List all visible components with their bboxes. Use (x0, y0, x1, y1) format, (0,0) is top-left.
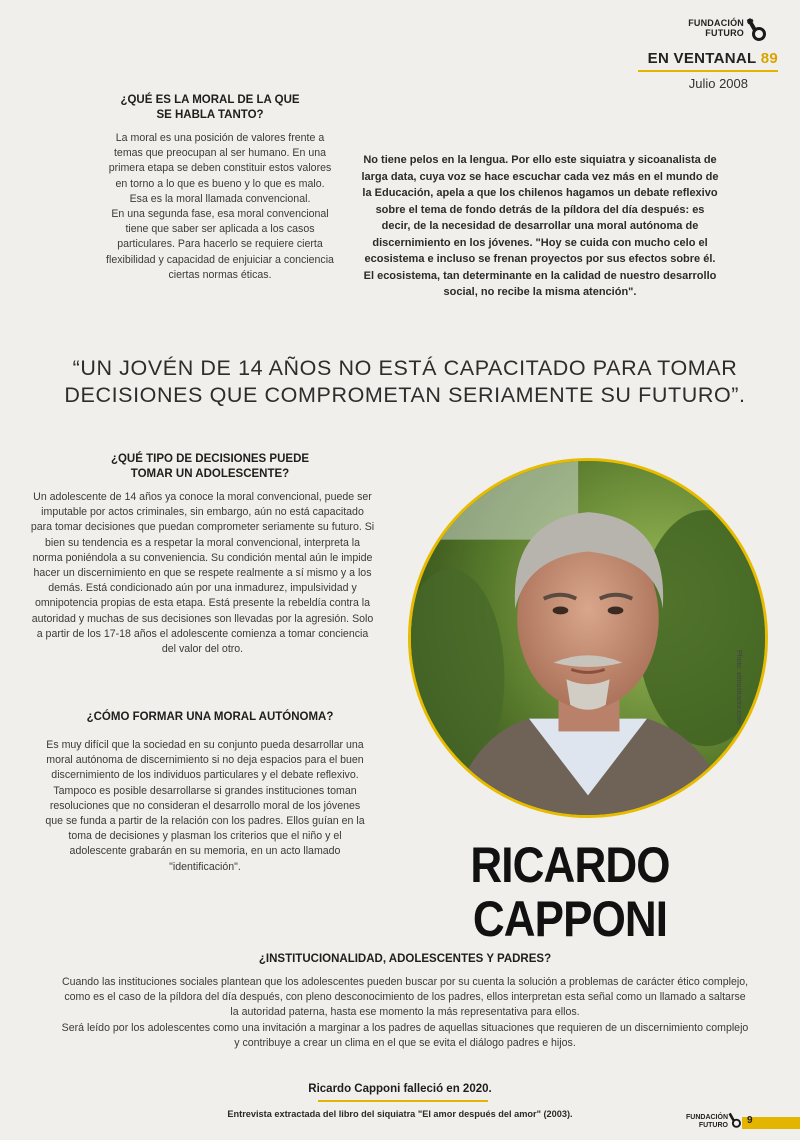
section1-paragraph-2: En una segunda fase, esa moral convencional tiene que saber ser aplicada a los casos particulares. Para hacerlo se requiere cierta flexibilidad y capacidad de enjuiciar a conciencia ciertas normas éticas. (106, 208, 334, 281)
footer-key-logo-icon (728, 1110, 741, 1130)
series-title (648, 50, 778, 67)
section4-paragraph-2: Será leído por los adolescentes como una invitación a marginar a los padres de aquellas situaciones que requieren de un discernimiento complejo y contribuye a crear un clima en el que se evita el diálogo padres e hijos. (61, 1021, 749, 1049)
issue-date: Julio 2008 (688, 76, 748, 91)
obituary-underline (318, 1100, 488, 1102)
person-name: RICARDO CAPPONI (470, 837, 670, 947)
brand-line-1: FUNDACIÓN (688, 18, 744, 28)
section3-body: Es muy difícil que la sociedad en su conjunto pueda desarrollar una moral autónoma de discernimiento si no deja espacios para el buen discernimiento de los individuos particulares y el debate reflexivo. Tampoco es posible desarrollarse si grandes instituciones toman resoluciones que no consideran el desarrollo moral de los jóvenes que se funda a partir de la relación con los padres. Ellos guían en la toma de decisiones y plasman los criterios que el niño y el adolescente grabarán en su memoria, en un acto llamado "identificación". (45, 739, 365, 873)
footer-brand-line-2: FUTURO (698, 1122, 728, 1129)
section1-paragraph-1: La moral es una posición de valores frente a temas que preocupan al ser humano. En una primera etapa se deben constituir estos valores en torno a lo que es bueno y lo que es malo. Esa es la moral llamada convencional. (108, 132, 332, 205)
section3-heading: ¿CÓMO FORMAR UNA MORAL AUTÓNOMA? (86, 711, 334, 723)
section4-body (60, 975, 750, 1051)
series-number: 89 (760, 50, 778, 67)
header-divider (638, 70, 778, 72)
brand-line-2: FUTURO (705, 28, 744, 38)
section1-body (105, 131, 335, 283)
photo-credit: Photo: elmostrador.com (735, 650, 742, 724)
key-logo-icon (746, 16, 766, 42)
pull-quote: “UN JOVÉN DE 14 AÑOS NO ESTÁ CAPACITADO PARA TOMAR DECISIONES QUE COMPROMETAN SERIAMENTE SU FUTURO”. (64, 356, 746, 407)
series-label: EN VENTANAL (647, 50, 757, 67)
footer-brand-line-1: FUNDACIÓN (686, 1114, 728, 1121)
section4-heading: ¿INSTITUCIONALIDAD, ADOLESCENTES Y PADRES? (258, 953, 552, 965)
section2-body: Un adolescente de 14 años ya conoce la moral convencional, puede ser imputable por actos criminales, sin embargo, aún no está capacitado para tomar decisiones que puedan comprometer seriamente su futuro. Si bien su tendencia es a respetar la moral convencional, interpreta la norma poniéndola a su conveniencia. Su condición mental aún le impide hacer un discernimiento en que se respete realmente a sí mismo y a los demás. Está condicionado aún por una inmadurez, impulsividad y omnipotencia propias de esta etapa. Está presente la rebeldía contra la autoridad y muchas de sus decisiones son llevadas por la agresión. Solo a partir de los 17-18 años el adolescente comienza a tomar conciencia del valor del otro. (30, 491, 375, 656)
portrait-photo (408, 458, 768, 818)
footer-brand (680, 1114, 728, 1130)
section2-heading-line1: ¿QUÉ TIPO DE DECISIONES PUEDE (110, 453, 310, 465)
section1-heading-line2: SE HABLA TANTO? (156, 109, 264, 121)
intro-paragraph: No tiene pelos en la lengua. Por ello este siquiatra y sicoanalista de larga data, cuya voz se hace escuchar cada vez más en el mundo de la Educación, apela a que los chilenos hagamos un debate reflexivo sobre el tema de fondo detrás de la píldora del día después: es decir, de la necesidad de desarrollar una moral autónoma de discernimiento en los jóvenes. "Hoy se cuida con mucho celo el ecosistema e incluso se frenan proyectos por sus efectos sobre él. El ecosistema, tan determinante en la calidad de nuestro desarrollo social, no recibe la misma atención". (361, 154, 719, 298)
obituary-note: Ricardo Capponi falleció en 2020. (308, 1083, 492, 1095)
page-number: 9 (747, 1115, 753, 1126)
section4-paragraph-1: Cuando las instituciones sociales plantean que los adolescentes pueden buscar por su cuenta la solución a problemas de carácter ético complejo, como es el caso de la píldora del día después, con pleno desconocimiento de los padres, ellos interpretan esta señal como un llamado a saltarse la autoridad paterna, hasta ese momento la más representativa para ellos. (61, 976, 749, 1019)
brand-logo-text (688, 18, 744, 38)
portrait-illustration (411, 461, 765, 815)
source-note: Entrevista extractada del libro del siquiatra "El amor después del amor" (2003). (227, 1109, 573, 1119)
section2-heading (70, 452, 350, 482)
section1-heading-line1: ¿QUÉ ES LA MORAL DE LA QUE (120, 94, 300, 106)
section2-heading-line2: TOMAR UN ADOLESCENTE? (130, 468, 290, 480)
section1-heading (80, 93, 340, 123)
